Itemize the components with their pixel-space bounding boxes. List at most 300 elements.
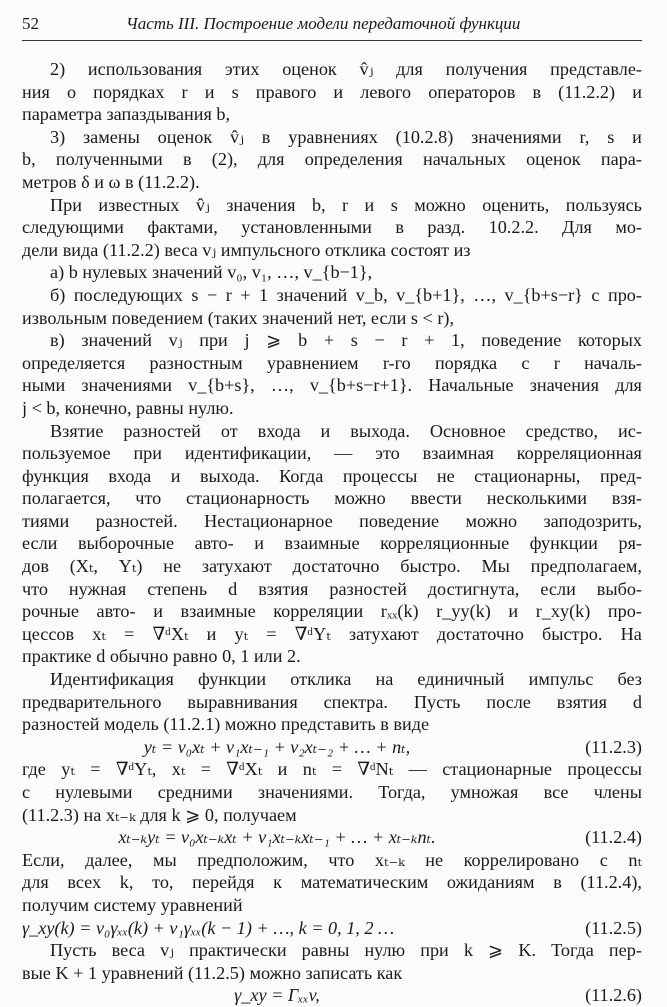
word: для — [140, 804, 167, 825]
word: − — [374, 330, 385, 351]
word: обычно — [109, 646, 169, 667]
word: = — [266, 623, 277, 644]
word: процессы — [567, 759, 642, 780]
word: (11.2.4), — [580, 872, 642, 893]
word: перейдя — [192, 872, 255, 893]
running-header — [22, 14, 642, 40]
word: предполагаем, — [530, 556, 642, 577]
word: nₜ — [628, 849, 642, 870]
word: вые — [22, 962, 51, 983]
word: равно — [172, 646, 218, 667]
word: про- — [607, 284, 642, 305]
text-line — [22, 894, 642, 917]
word: r — [342, 194, 349, 215]
word: На — [620, 623, 642, 644]
word: уравнением — [266, 352, 359, 373]
word: d — [632, 691, 642, 712]
word: в — [261, 126, 271, 147]
word: математическим — [300, 872, 429, 893]
word: vⱼ — [168, 330, 183, 351]
word: r — [401, 330, 408, 351]
equation-line — [22, 984, 642, 1007]
word: установленными — [241, 217, 372, 238]
word: значения — [226, 194, 296, 215]
word: единичный — [417, 669, 505, 690]
word: предположим, — [197, 849, 308, 870]
word: 2) — [50, 59, 66, 79]
word: nₜ — [302, 759, 317, 780]
word: пользуясь — [565, 194, 642, 215]
word: для — [615, 375, 642, 396]
word: практически — [189, 940, 287, 961]
word: K. — [518, 940, 537, 961]
word: функция — [22, 465, 89, 486]
word: нулю — [364, 940, 406, 961]
word: 2. — [286, 646, 301, 667]
word: для — [257, 149, 285, 170]
word: 0, — [204, 804, 219, 825]
word: (2), — [211, 149, 238, 170]
word: взаимные — [180, 601, 256, 622]
word: s — [607, 126, 615, 147]
word: стационарность — [186, 488, 310, 509]
word: и — [204, 81, 215, 102]
word: получим — [22, 894, 90, 915]
word: s — [231, 81, 239, 102]
word: или — [253, 646, 283, 667]
word: K — [55, 962, 69, 983]
word: можно — [414, 194, 466, 215]
word: извольным — [22, 307, 108, 328]
word: и — [632, 126, 642, 147]
word: значения — [529, 375, 600, 396]
word: не — [436, 465, 455, 486]
word: значений — [151, 262, 223, 283]
word: виде — [393, 714, 430, 735]
word: значениями — [81, 375, 172, 396]
word: нет, — [337, 307, 367, 328]
word: δ — [81, 171, 90, 192]
text-line — [22, 555, 642, 578]
word: представле- — [550, 59, 642, 79]
word: отклика — [324, 239, 387, 260]
word: средство, — [525, 420, 599, 441]
word: в — [395, 217, 404, 238]
text-line — [22, 194, 642, 217]
word: 3) — [50, 126, 66, 147]
word: входа — [257, 420, 301, 441]
word: если — [370, 307, 407, 328]
word: не — [425, 849, 444, 870]
word: v̂ⱼ — [230, 126, 244, 147]
word: метров — [22, 171, 77, 192]
word: s — [350, 330, 358, 351]
word: как — [376, 962, 403, 983]
word: про- — [607, 601, 642, 622]
equation-line — [22, 917, 642, 940]
word: 1, — [451, 330, 465, 351]
word: …, — [473, 284, 496, 305]
word: v₀, — [227, 262, 248, 283]
word: ∇ᵈYₜ, — [115, 759, 157, 780]
word: состоят — [390, 239, 450, 260]
word: разностей — [329, 578, 407, 599]
word: и — [153, 601, 163, 622]
word: При — [50, 194, 82, 215]
word: …, — [270, 375, 294, 396]
word: стационарны, — [474, 465, 581, 486]
word: ⩾ — [185, 804, 201, 825]
word: пара- — [600, 149, 642, 170]
text-line — [22, 758, 642, 781]
word: веса — [164, 239, 198, 260]
word: и — [170, 465, 181, 486]
word: xₜ — [92, 623, 106, 644]
word: следующими — [22, 217, 124, 238]
word: спектра. — [323, 691, 388, 712]
word: поведение — [481, 330, 562, 351]
word: разностей. — [95, 510, 178, 531]
word: с — [22, 782, 31, 802]
word: значений — [81, 330, 152, 351]
text-line — [22, 397, 642, 420]
word: корреляционная — [516, 443, 642, 464]
word: + — [323, 330, 335, 351]
equation-line — [22, 826, 642, 849]
word: мы — [152, 849, 177, 870]
word: b — [298, 330, 308, 351]
word: порядка — [434, 352, 498, 373]
text-line — [22, 307, 642, 330]
word: b, — [22, 149, 36, 170]
word: пользуемое — [22, 443, 111, 464]
word: Когда — [279, 465, 324, 486]
word: при — [420, 940, 449, 961]
word: и — [364, 194, 375, 215]
word: значениями. — [257, 782, 353, 802]
word: взятия — [258, 578, 309, 599]
word: — — [334, 443, 353, 464]
word: все — [543, 782, 569, 802]
word: выборочные — [77, 533, 175, 554]
word: xₜ₋ₖ — [105, 804, 136, 825]
word: Пусть — [50, 940, 97, 961]
word: Yₜ) — [118, 556, 143, 577]
word: yₜ — [234, 623, 249, 644]
body-text — [22, 58, 642, 1007]
word: r, — [579, 126, 590, 147]
word: отклика — [290, 669, 352, 690]
word: s — [410, 307, 418, 328]
word: ными — [22, 375, 66, 396]
word: можно — [249, 962, 301, 983]
word: j — [22, 397, 28, 418]
word: оценок — [157, 126, 213, 147]
word: b, — [311, 194, 326, 215]
word: предварительного — [22, 691, 162, 712]
word: выхода. — [350, 420, 410, 441]
word: умножая — [450, 782, 519, 802]
word: ∇ᵈXₜ — [152, 623, 189, 644]
word: Тогда, — [378, 782, 426, 802]
word: уравнений — [101, 962, 184, 983]
word: v̂ⱼ — [359, 59, 374, 79]
word: ния — [22, 81, 50, 102]
word: с — [521, 352, 530, 373]
text-line — [22, 713, 642, 736]
word: и — [254, 533, 264, 554]
word: ⩾ — [266, 330, 282, 351]
word: корреляции — [273, 601, 364, 622]
text-line — [22, 600, 642, 623]
word: = — [124, 623, 135, 644]
equation: xₜ₋ₖyₜ = v₀xₜ₋ₖxₜ + v₁xₜ₋ₖxₜ₋₁ + … + xₜ₋ₖnₜ. — [118, 827, 436, 848]
word: взаимная — [422, 443, 494, 464]
word: 1 — [259, 284, 269, 305]
word: Основное — [429, 420, 506, 441]
word: в — [125, 171, 134, 192]
word: записать — [305, 962, 373, 983]
word: r_yy(k) — [436, 601, 491, 622]
word: на — [375, 669, 394, 690]
word: полученными — [55, 149, 163, 170]
text-line — [22, 645, 642, 668]
word: = — [200, 759, 211, 780]
text-line — [22, 849, 642, 872]
word: это — [375, 443, 400, 464]
text-line — [22, 532, 642, 555]
word: разностей — [123, 420, 201, 441]
word: нужная — [68, 578, 127, 599]
text-line — [22, 578, 642, 601]
word: при — [199, 330, 228, 351]
word: Тогда — [551, 940, 594, 961]
word: равны — [136, 397, 184, 418]
word: этих — [224, 59, 260, 79]
word: функции — [197, 669, 267, 690]
word: (11.2.2) — [102, 239, 160, 260]
equation-number: (11.2.5) — [585, 917, 642, 938]
word: выхода. — [199, 465, 260, 486]
word: можно — [334, 488, 386, 509]
word: вида — [62, 239, 99, 260]
text-line — [22, 374, 642, 397]
word: конечно, — [64, 397, 132, 418]
word: j — [244, 330, 250, 351]
word: взятия — [556, 691, 607, 712]
word: пер- — [608, 940, 642, 961]
word: ∇ᵈXₜ — [226, 759, 263, 780]
word: которых — [578, 330, 642, 351]
word: (11.2.5) — [187, 962, 245, 983]
word: ∇ᵈNₜ — [357, 759, 394, 780]
text-line — [22, 623, 642, 646]
word: определяется — [22, 352, 126, 373]
word: левого — [360, 81, 412, 102]
word: Идентификация — [50, 669, 174, 690]
word: и — [277, 759, 288, 780]
word: k — [171, 804, 181, 825]
word: v₁, — [251, 262, 272, 283]
text-line — [22, 804, 642, 827]
text-line — [22, 420, 642, 443]
word: b, — [216, 104, 231, 125]
text-line — [22, 81, 642, 104]
word: Взятие — [50, 420, 104, 441]
word: можно — [465, 510, 518, 531]
word: d — [96, 646, 106, 667]
equation: γ_xy(k) = v₀γₓₓ(k) + v₁γₓₓ(k − 1) + …, k = 0, 1, 2 … — [22, 917, 395, 938]
word: то, — [152, 872, 174, 893]
word: (Xₜ, — [69, 556, 98, 577]
word: а) — [50, 262, 65, 283]
word: v_{b−1}, — [303, 262, 373, 283]
word: тиями — [22, 510, 70, 531]
word: представить — [280, 714, 376, 735]
text-line — [22, 126, 642, 149]
word: < — [31, 397, 42, 418]
word: мо- — [615, 217, 642, 238]
word: начальных — [422, 149, 506, 170]
word: рочные — [22, 601, 79, 622]
word: заподозрить, — [543, 510, 642, 531]
word: = — [331, 759, 342, 780]
word: в) — [50, 330, 65, 351]
word: идентификации, — [184, 443, 312, 464]
word: веса — [111, 940, 145, 961]
word: значений — [276, 284, 348, 305]
word: определения — [304, 149, 403, 170]
word: получения — [445, 59, 528, 79]
word: равны — [301, 940, 350, 961]
equation-number: (11.2.4) — [585, 827, 642, 848]
word: практике — [22, 646, 92, 667]
word: Пусть — [413, 691, 461, 712]
equation-number: (11.2.3) — [585, 736, 642, 757]
word: Для — [562, 217, 592, 238]
equation-line — [22, 736, 642, 759]
word: о — [66, 81, 77, 102]
word: (11.2.1) — [163, 714, 221, 735]
word: члены — [593, 782, 642, 802]
word: дов — [22, 556, 49, 577]
word: …, — [276, 262, 299, 283]
word: и — [632, 81, 642, 102]
word: k — [463, 940, 473, 961]
word: далее, — [85, 849, 133, 870]
text-line — [22, 329, 642, 352]
word: к — [273, 872, 283, 893]
word: авто- — [96, 601, 136, 622]
text-line — [22, 442, 642, 465]
word: степень — [147, 578, 208, 599]
word: оценить, — [482, 194, 550, 215]
word: с — [599, 849, 608, 870]
word: v̂ⱼ — [195, 194, 210, 215]
word: затухают — [348, 623, 419, 644]
text-line — [22, 668, 642, 691]
word: где — [22, 759, 46, 780]
word: нулю. — [188, 397, 234, 418]
word: b, — [46, 397, 61, 418]
header-rule — [22, 40, 642, 41]
word: d — [228, 578, 238, 599]
equation: yₜ = v₀xₜ + v₁xₜ₋₁ + v₂xₜ₋₂ + … + nₜ, — [143, 736, 411, 757]
word: последующих — [73, 284, 183, 305]
word: + — [424, 330, 435, 351]
word: (10.2.8) — [395, 126, 454, 147]
word: r_xy(k) — [535, 601, 591, 622]
word: − — [206, 284, 218, 305]
word: ∇ᵈYₜ — [294, 623, 331, 644]
word: входа — [108, 465, 152, 486]
word: получаем — [223, 804, 297, 825]
word: можно — [224, 714, 277, 735]
word: быстро. — [400, 556, 461, 577]
word: всех — [67, 872, 102, 893]
word: взаимные — [284, 533, 360, 554]
word: (11.2.3) — [22, 804, 79, 825]
word: несколькими — [486, 488, 587, 509]
word: нулевыми — [55, 782, 133, 802]
word: в — [380, 714, 389, 735]
word: r), — [437, 307, 454, 328]
word: корреляционные — [380, 533, 510, 554]
word: v_{b+s}, — [188, 375, 255, 396]
word: в — [553, 872, 562, 893]
word: для — [396, 59, 423, 79]
word: (11.2.2). — [138, 171, 200, 192]
word: дели — [22, 239, 59, 260]
word: оценок — [282, 59, 337, 79]
word: значений — [262, 307, 333, 328]
word: достигнута, — [427, 578, 520, 599]
word: b — [68, 262, 78, 283]
word: что — [135, 488, 162, 509]
word: если — [540, 578, 576, 599]
word: модель — [104, 714, 159, 735]
word: ⩾ — [488, 940, 504, 961]
word: 1 — [87, 962, 98, 983]
running-title: Часть III. Построение модели передаточной функции — [126, 14, 521, 33]
word: уравнениях — [288, 126, 378, 147]
word: + — [73, 962, 84, 983]
text-line — [22, 871, 642, 894]
word: запаздывания — [106, 104, 212, 125]
word: + — [240, 284, 251, 305]
word: 0, — [222, 646, 236, 667]
word: ввести — [410, 488, 462, 509]
word: с — [591, 284, 600, 305]
word: поведение — [359, 510, 440, 531]
word: в — [182, 149, 192, 170]
word: если — [22, 533, 58, 554]
equation: γ_xy = Γₓₓv, — [234, 985, 320, 1006]
text-line — [22, 284, 642, 307]
word: импульсного — [220, 239, 321, 260]
word: (таких — [207, 307, 258, 328]
text-line — [22, 171, 642, 194]
word: систему — [93, 894, 157, 915]
word: от — [220, 420, 238, 441]
word: xₜ — [171, 759, 186, 780]
word: v_{b+s−r} — [504, 284, 583, 305]
word: r — [225, 284, 232, 305]
word: при — [133, 443, 163, 464]
word: ω — [108, 171, 121, 192]
word: достаточно — [436, 623, 524, 644]
word: средними — [157, 782, 233, 802]
